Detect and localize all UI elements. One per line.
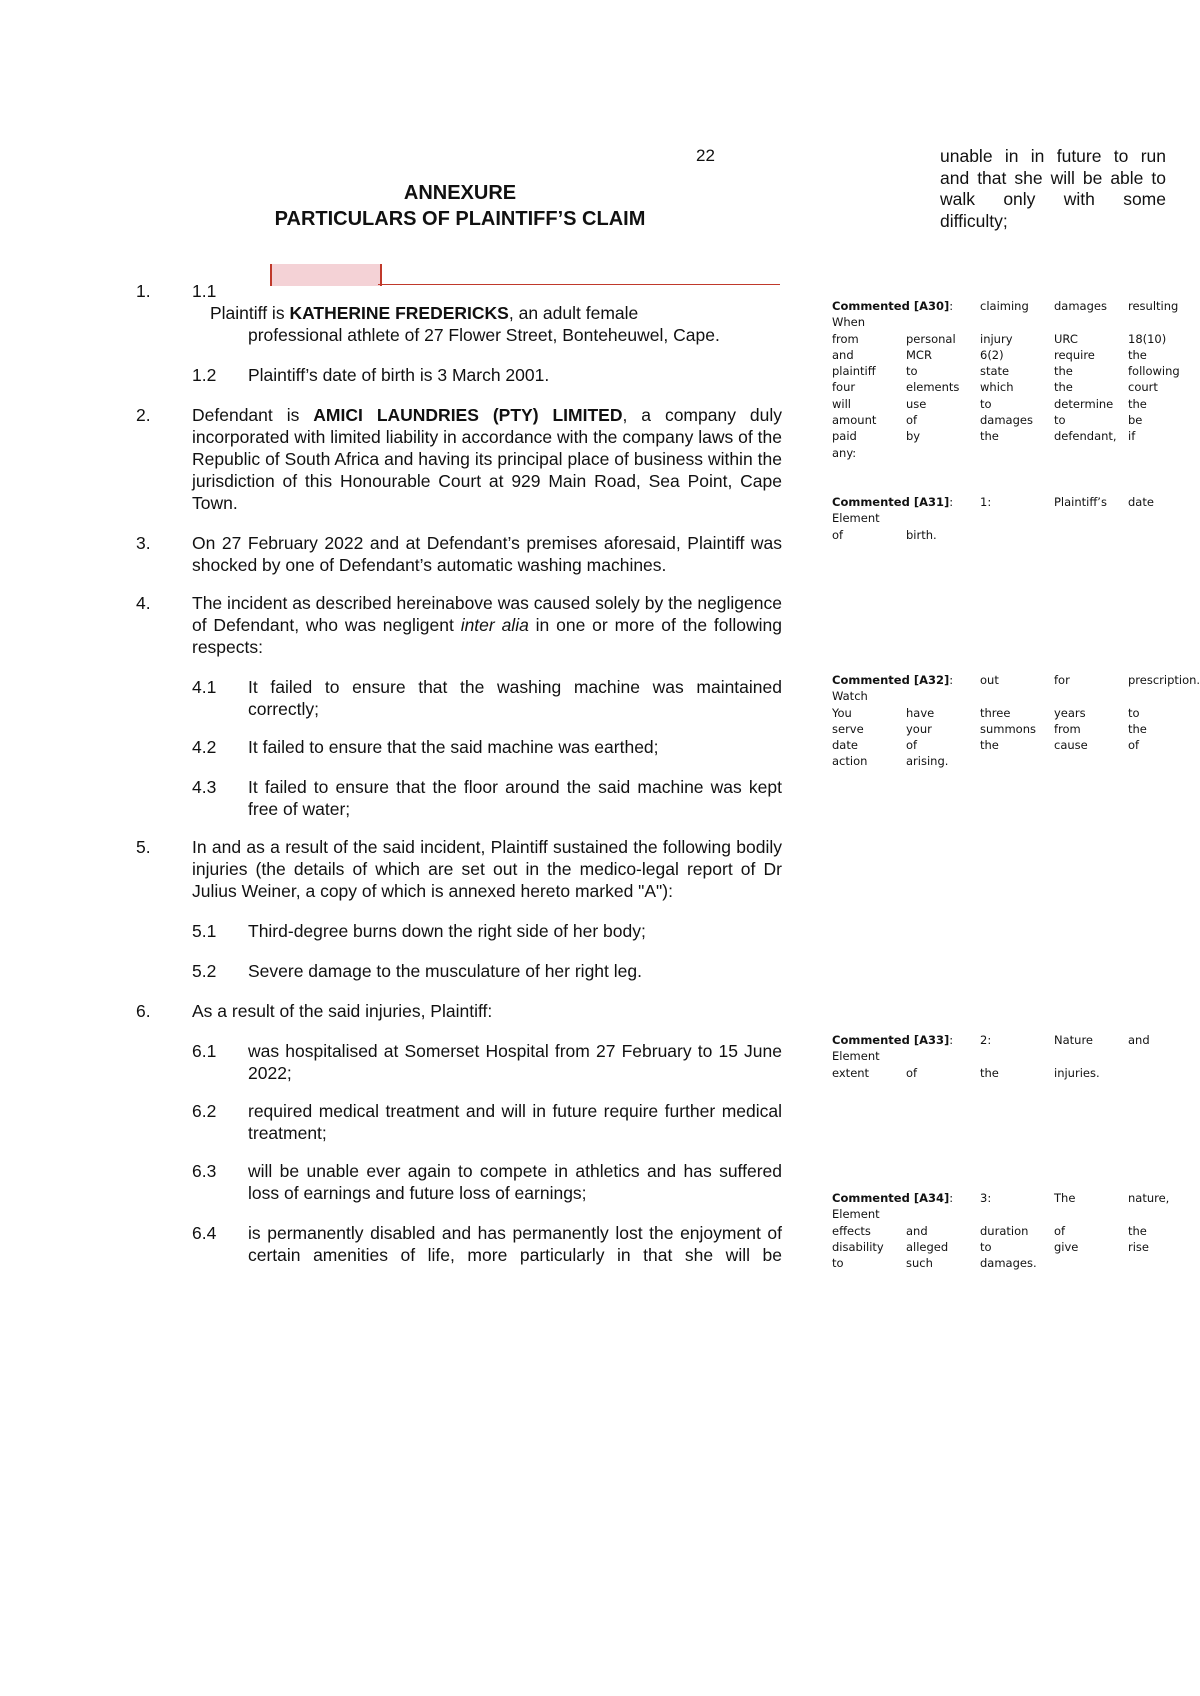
comment-body [832, 1032, 1168, 1081]
comment-word: plaintiff [832, 364, 876, 379]
comment-word: following [1128, 364, 1180, 379]
comment-word: damages [980, 413, 1033, 428]
comment-word: MCR [906, 347, 932, 362]
comment-word: duration [980, 1223, 1029, 1238]
sub-para-number: 6.2 [192, 1101, 217, 1121]
para-6-1-text: was hospitalised at Somerset Hospital from 27 February to 15 June 2022; [248, 1041, 782, 1083]
comment-word: have [906, 705, 935, 720]
comment-body [832, 672, 1200, 770]
para-number: 6. [136, 1001, 151, 1021]
comment-word: if [1128, 429, 1136, 444]
comment-word: extent [832, 1065, 870, 1080]
para-6-3-text: will be unable ever again to compete in athletics and has suffered loss of earnings and future loss of earnings; [248, 1161, 782, 1203]
comment-word: amount [832, 413, 877, 428]
comment-word: elements [906, 380, 960, 395]
comment-word: the [1054, 364, 1073, 379]
comment-word: injuries. [1054, 1065, 1100, 1080]
comment-word: 18(10) [1128, 331, 1167, 346]
sub-para-number: 4.1 [192, 677, 217, 697]
sub-para-number: 1.2 [192, 365, 217, 385]
para-4-2-text: It failed to ensure that the said machine was earthed; [248, 737, 659, 757]
comment-word: to [980, 396, 992, 411]
comment-label-text: Commented [A32] [832, 673, 950, 687]
comment-word: resulting [1128, 299, 1179, 313]
comment-word: and [1128, 1033, 1150, 1047]
para-6-2-text: required medical treatment and will in future require further medical treatment; [248, 1101, 782, 1143]
para-number: 5. [136, 837, 151, 857]
comment-word: summons [980, 721, 1037, 736]
comment-word: of [1128, 738, 1140, 753]
comment-label: Commented [A31]: Element [832, 495, 954, 526]
comment-word: serve [832, 721, 864, 736]
sub-para-number: 6.3 [192, 1161, 217, 1181]
para-1-1-line1: Plaintiff is KATHERINE FREDERICKS, an adult female [210, 303, 639, 323]
para-3-text: On 27 February 2022 and at Defendant’s premises aforesaid, Plaintiff was shocked by one of Defendant’s automatic washing machines. [192, 533, 782, 575]
comment-word: action [832, 754, 868, 769]
comment-word: to [832, 1256, 844, 1271]
comment-word: cause [1054, 738, 1088, 753]
comment-a30[interactable] [832, 298, 1180, 461]
comment-word: years [1054, 705, 1086, 720]
comment-label: Commented [A30]: When [832, 299, 954, 330]
comment-word: of [1054, 1223, 1066, 1238]
comment-word: give [1054, 1239, 1079, 1254]
comment-a33[interactable] [832, 1032, 1168, 1081]
continuation-text [940, 146, 1166, 232]
para-6-text: As a result of the said injuries, Plaintiff: [192, 1001, 493, 1021]
comment-word: personal [906, 331, 956, 346]
comment-word: of [832, 527, 844, 542]
sub-para-number: 5.2 [192, 961, 217, 981]
comment-label-text: Commented [A31] [832, 495, 950, 509]
comment-word: three [980, 705, 1011, 720]
comment-word: be [1128, 413, 1143, 428]
comment-label-text: Commented [A30] [832, 299, 950, 313]
comment-body [832, 298, 1180, 461]
para-6-4-text: is permanently disabled and has permanently lost the enjoyment of certain amenities of life, more particularly in that she will be [248, 1223, 782, 1265]
comment-word: damages [1054, 299, 1107, 313]
comment-connector-line [378, 284, 780, 285]
comment-label: Commented [A33]: Element [832, 1033, 954, 1064]
comment-word: to [906, 364, 918, 379]
comment-word: the [980, 1065, 999, 1080]
para-4-text: The incident as described hereinabove was caused solely by the negligence of Defendant, who was negligent inter alia in one or more of the following respects: [192, 593, 782, 657]
comment-word: the [1128, 396, 1147, 411]
comment-word: any: [832, 445, 857, 460]
page-number: 22 [696, 146, 715, 165]
comment-word: injury [980, 331, 1013, 346]
comment-word: nature, [1128, 1191, 1170, 1205]
sub-para-number: 5.1 [192, 921, 217, 941]
comment-word: date [832, 738, 858, 753]
para-4-3-text: It failed to ensure that the floor around the said machine was kept free of water; [248, 777, 782, 819]
sub-para-number: 4.3 [192, 777, 217, 797]
para-5-2-text: Severe damage to the musculature of her right leg. [248, 961, 642, 981]
comment-word: out [980, 673, 999, 687]
comment-word: and [906, 1223, 928, 1238]
comment-word: and [832, 347, 854, 362]
comment-anchor-highlight[interactable] [270, 264, 382, 286]
comment-word: court [1128, 380, 1158, 395]
comment-a34[interactable] [832, 1190, 1168, 1271]
comment-body [832, 494, 1168, 543]
comment-word: will [832, 396, 851, 411]
comment-word: alleged [906, 1239, 949, 1254]
para-number: 2. [136, 405, 151, 425]
sub-para-number: 6.4 [192, 1223, 217, 1243]
comment-word: by [906, 429, 921, 444]
continuation-line: unable in in future to run [940, 146, 1166, 166]
sub-para-number: 6.1 [192, 1041, 217, 1061]
para-number: 3. [136, 533, 151, 553]
continuation-line: walk only with some [940, 189, 1166, 209]
comment-word: 3: [980, 1191, 992, 1205]
comment-label-text: Commented [A33] [832, 1033, 950, 1047]
comment-a31[interactable] [832, 494, 1168, 543]
comment-word: defendant, [1054, 429, 1117, 444]
comment-word: 1: [980, 495, 992, 509]
comment-word: of [906, 738, 918, 753]
comment-word: require [1054, 347, 1095, 362]
comment-word: You [832, 705, 852, 720]
comment-word: 6(2) [980, 347, 1004, 362]
comment-word: determine [1054, 396, 1114, 411]
comment-word: damages. [980, 1256, 1037, 1271]
comment-word: the [1128, 721, 1147, 736]
comment-word: 2: [980, 1033, 992, 1047]
comment-word: for [1054, 673, 1070, 687]
comment-word: URC [1054, 331, 1078, 346]
comment-word: the [1128, 347, 1147, 362]
para-2-text: Defendant is AMICI LAUNDRIES (PTY) LIMITED, a company duly incorporated with limited liability in accordance with the company laws of the Republic of South Africa and having its principal place of business within the jurisdiction of this Honourable Court at 929 Main Road, Sea Point, Cape Town. [192, 405, 782, 513]
comment-word: your [906, 721, 932, 736]
sub-para-number: 1.1 [192, 281, 217, 301]
comment-word: date [1128, 495, 1154, 509]
comment-word: use [906, 396, 927, 411]
continuation-line: and that she will be able to [940, 167, 1166, 188]
comment-word: birth. [906, 527, 937, 542]
comment-word: from [832, 331, 859, 346]
comment-word: to [1054, 413, 1066, 428]
comment-a32[interactable] [832, 672, 1200, 770]
para-1-1-line2: professional athlete of 27 Flower Street, Bonteheuwel, Cape. [248, 325, 720, 345]
comment-word: effects [832, 1223, 871, 1238]
comment-word: four [832, 380, 856, 395]
para-5-text: In and as a result of the said incident, Plaintiff sustained the following bodily injuries (the details of which are set out in the medico-legal report of Dr Julius Weiner, a copy of which is annexed hereto marked "A"): [192, 837, 782, 901]
comment-word: which [980, 380, 1014, 395]
continuation-line: difficulty; [940, 210, 1008, 231]
comment-label-text: Commented [A34] [832, 1191, 950, 1205]
para-number: 1. [136, 281, 151, 301]
comment-word: Plaintiff’s [1054, 495, 1107, 509]
para-number: 4. [136, 593, 151, 613]
para-5-1-text: Third-degree burns down the right side of her body; [248, 921, 646, 941]
comment-word: Nature [1054, 1033, 1093, 1047]
comment-word: prescription. [1128, 673, 1200, 687]
comment-body [832, 1190, 1168, 1271]
comment-word: of [906, 1065, 918, 1080]
comment-word: claiming [980, 299, 1029, 313]
para-4-1-text: It failed to ensure that the washing machine was maintained correctly; [248, 677, 782, 719]
comment-label: Commented [A32]: Watch [832, 673, 954, 704]
comment-word: to [1128, 705, 1140, 720]
sub-para-number: 4.2 [192, 737, 217, 757]
para-1-2-text: Plaintiff’s date of birth is 3 March 2001. [248, 365, 550, 385]
comment-word: such [906, 1256, 933, 1271]
comment-word: state [980, 364, 1010, 379]
comment-word: rise [1128, 1239, 1149, 1254]
comment-word: The [1054, 1191, 1076, 1205]
document-title: PARTICULARS OF PLAINTIFF’S CLAIM [274, 208, 646, 230]
comment-word: of [906, 413, 918, 428]
comment-word: the [1054, 380, 1073, 395]
comment-word: paid [832, 429, 857, 444]
comment-word: to [980, 1239, 992, 1254]
comment-word: from [1054, 721, 1081, 736]
comment-word: disability [832, 1239, 884, 1254]
comment-word: the [980, 738, 999, 753]
comment-word: the [1128, 1223, 1147, 1238]
comment-word: the [980, 429, 999, 444]
comment-word: arising. [906, 754, 949, 769]
annexure-heading: ANNEXURE [403, 182, 517, 204]
comment-label: Commented [A34]: Element [832, 1191, 954, 1222]
